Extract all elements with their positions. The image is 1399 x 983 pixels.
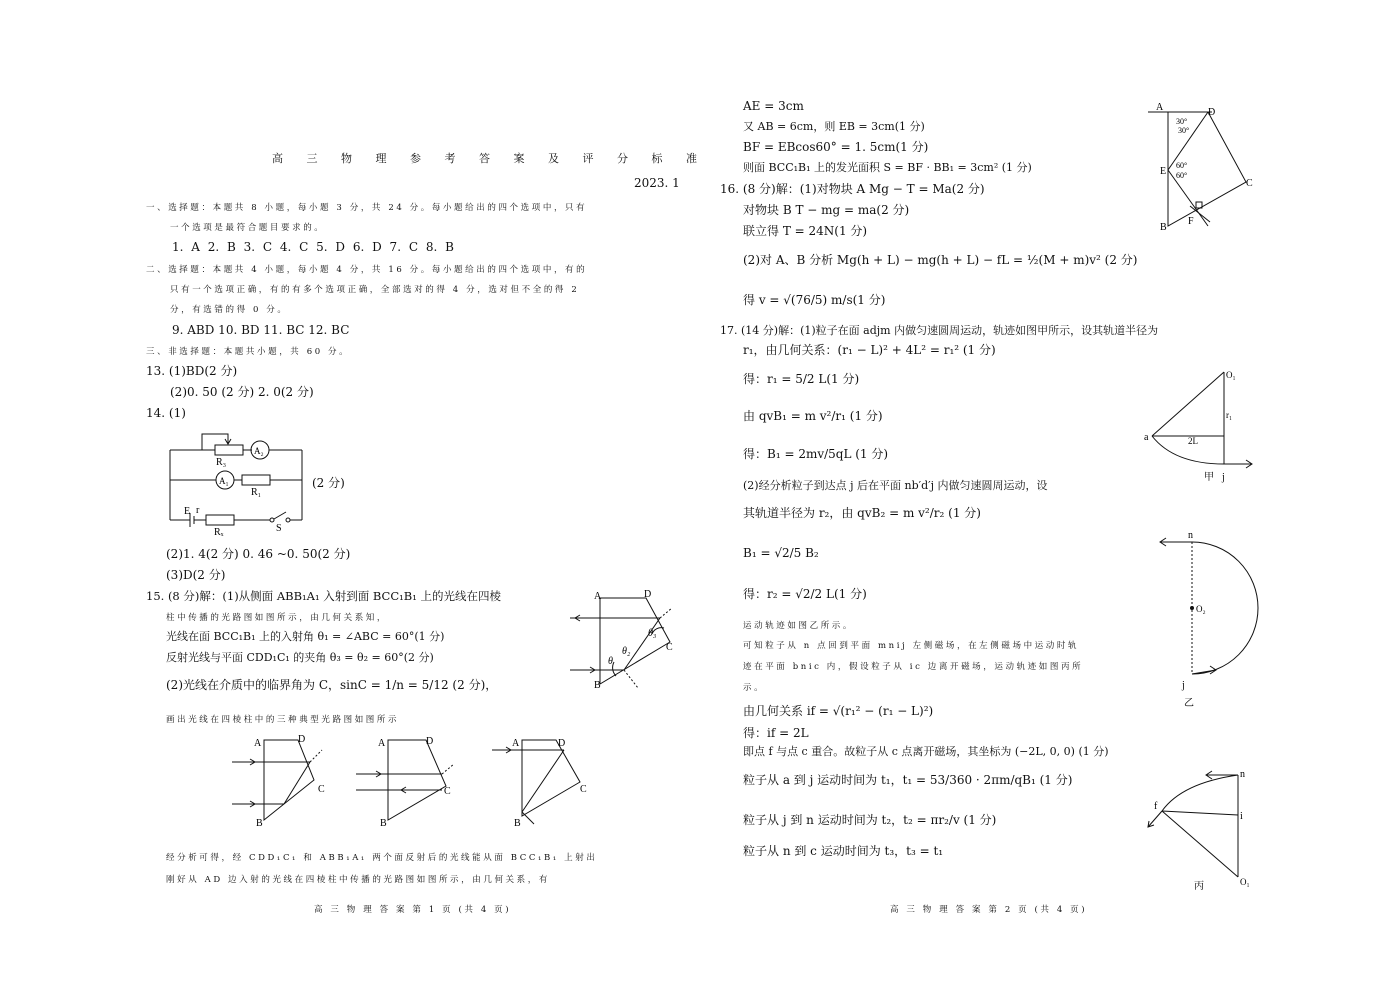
label-A: A <box>1156 102 1164 113</box>
section2-intro-line1: 二、选择题：本题共 4 小题，每小题 4 分，共 16 分。每小题给出的四个选项中，有的 <box>146 265 588 275</box>
q14-part3: (3)D(2 分) <box>166 568 226 582</box>
label-C: C <box>666 642 673 653</box>
section2-answers: 9. ABD 10. BD 11. BC 12. BC <box>172 323 350 337</box>
label-angle-60a: 60° <box>1176 161 1188 170</box>
label-angle-60b: 60° <box>1176 171 1188 180</box>
fig1-label-B: B <box>256 818 263 828</box>
q15-line4: 反射光线与平面 CDD₁C₁ 的夹角 θ₃ = θ₂ = 60°(2 分) <box>166 651 434 664</box>
q17-line12: 迹在平面 bnic 内，假设粒子从 ic 边离开磁场，运动轨迹如图丙所 <box>743 662 1084 672</box>
q17-line2: r₁，由几何关系：(r₁ − L)² + 4L² = r₁² (1 分) <box>743 343 996 357</box>
section2-intro-line3: 分，有选错的得 0 分。 <box>170 305 289 315</box>
label-A1: A₁ <box>219 476 229 486</box>
label-n: n <box>1188 532 1193 541</box>
right-page <box>700 0 1399 983</box>
label-A2: A₂ <box>254 446 264 456</box>
page-footer: 高 三 物 理 答 案 第 2 页 (共 4 页) <box>890 905 1088 915</box>
label-a: a <box>1144 432 1149 443</box>
q17-line15: 得：if = 2L <box>743 726 809 740</box>
label-O3: O₁ <box>1240 877 1250 887</box>
label-R1: R₁ <box>251 487 262 498</box>
ab-line: 又 AB = 6cm，则 EB = 3cm(1 分) <box>743 120 925 133</box>
fig3-label-B: B <box>514 818 521 828</box>
trajectory-figure-bing <box>1140 765 1258 893</box>
label-C: C <box>1246 178 1253 189</box>
area-line: 则面 BCC₁B₁ 上的发光面积 S = BF · BB₁ = 3cm² (1 分) <box>743 161 1032 174</box>
label-D: D <box>644 589 652 600</box>
q17-line3: 得：r₁ = 5/2 L(1 分) <box>743 372 860 386</box>
section2-intro-line2: 只有一个选项正确，有的有多个选项正确，全部选对的得 4 分，选对但不全的得 2 <box>170 285 580 295</box>
label-theta3: θ₃ <box>648 628 657 639</box>
fig2-label-A: A <box>378 738 386 749</box>
q13-part1: 13. (1)BD(2 分) <box>146 364 238 378</box>
fig2-label-C: C <box>444 786 451 797</box>
label-bing: 丙 <box>1194 881 1204 892</box>
q15-line5: (2)光线在介质中的临界角为 C，sinC = 1/n = 5/12 (2 分)， <box>166 678 498 692</box>
q15-line2: 柱中传播的光路图如图所示，由几何关系知， <box>166 613 389 623</box>
label-E: E <box>184 506 191 517</box>
light-path-diagrams <box>230 728 602 828</box>
q17-line18: 粒子从 j 到 n 运动时间为 t₂，t₂ = πr₂/v (1 分) <box>743 813 997 827</box>
trajectory-figure-jia <box>1144 364 1260 486</box>
circuit-diagram <box>160 425 320 540</box>
q16-line2: 对物块 B T − mg = ma(2 分) <box>743 203 910 217</box>
label-angle-30a: 30° <box>1176 117 1188 126</box>
q14-part2: (2)1. 4(2 分) 0. 46 ~0. 50(2 分) <box>166 547 351 561</box>
label-F: F <box>1188 216 1194 227</box>
fig1-label-D: D <box>298 734 306 745</box>
q17-line6: (2)经分析粒子到达点 j 后在平面 nb′d′j 内做匀速圆周运动，设 <box>743 479 1048 492</box>
q17-line8: B₁ = √2/5 B₂ <box>743 546 819 560</box>
label-R3: R₃ <box>216 457 227 468</box>
q13-part2: (2)0. 50 (2 分) 2. 0(2 分) <box>170 385 314 399</box>
label-j: j <box>1222 472 1225 483</box>
label-B: B <box>594 680 601 691</box>
label-i: i <box>1240 811 1243 822</box>
q16-line4: (2)对 A、B 分析 Mg(h + L) − mg(h + L) − fL = ½(M + m)v² (2 分) <box>743 253 1138 267</box>
section1-intro-line1: 一、选择题：本题共 8 小题，每小题 3 分，共 24 分。每小题给出的四个选项中，只有 <box>146 203 588 213</box>
label-O2: O₂ <box>1196 604 1206 614</box>
label-B: B <box>1160 222 1167 233</box>
q17-line1: 17. (14 分)解：(1)粒子在面 adjm 内做匀速圆周运动，轨迹如图甲所示，设其轨道半径为 <box>720 324 1159 337</box>
prism-reflection-diagram <box>566 586 686 691</box>
label-f: f <box>1154 801 1158 812</box>
section1-intro-line2: 一个选项是最符合题目要求的。 <box>170 223 326 233</box>
label-theta2: θ₂ <box>622 646 631 657</box>
q17-line7: 其轨道半径为 r₂，由 qvB₂ = m v²/r₂ (1 分) <box>743 506 981 520</box>
prism-area-diagram <box>1146 98 1258 234</box>
q17-line16: 即点 f 与点 c 重合。故粒子从 c 点离开磁场，其坐标为 (−2L, 0, 0) (1 分) <box>743 745 1109 758</box>
label-angle-30b: 30° <box>1178 126 1190 135</box>
fig1-label-A: A <box>254 738 262 749</box>
section3-intro: 三、非选择题：本题共小题，共 60 分。 <box>146 347 351 357</box>
label-O1: O₁ <box>1226 370 1236 380</box>
fig2-label-D: D <box>426 736 434 747</box>
fig2-label-B: B <box>380 818 387 828</box>
fig3-label-A: A <box>512 738 520 749</box>
fig3-label-D: D <box>558 738 566 749</box>
q17-line9: 得：r₂ = √2/2 L(1 分) <box>743 587 867 601</box>
label-j: j <box>1182 680 1185 691</box>
q17-line14: 由几何关系 if = √(r₁² − (r₁ − L)²) <box>743 704 934 718</box>
label-r1: r₁ <box>1226 410 1233 420</box>
page-footer: 高 三 物 理 答 案 第 1 页 (共 4 页) <box>314 905 512 915</box>
ae-line: AE = 3cm <box>743 99 804 113</box>
q17-line10: 运动轨迹如图乙所示。 <box>743 621 855 631</box>
label-r: r <box>196 505 200 516</box>
label-theta: θ <box>608 656 613 667</box>
q17-line17: 粒子从 a 到 j 运动时间为 t₁，t₁ = 53/360 · 2πm/qB₁ (1 分) <box>743 773 1073 787</box>
q16-line5: 得 v = √(76/5) m/s(1 分) <box>743 293 886 307</box>
q17-line19: 粒子从 n 到 c 运动时间为 t₃，t₃ = t₁ <box>743 844 944 858</box>
q17-line11: 可知粒子从 n 点回到平面 mnij 左侧磁场，在左侧磁场中运动时轨 <box>743 641 1080 651</box>
section1-answers: 1. A 2. B 3. C 4. C 5. D 6. D 7. C 8. B <box>172 240 454 254</box>
q14-part1-score: (2 分) <box>312 476 345 490</box>
label-E: E <box>1160 166 1167 177</box>
q16-line3: 联立得 T = 24N(1 分) <box>743 224 868 238</box>
date: 2023. 1 <box>634 176 680 190</box>
q15-line1: 15. (8 分)解：(1)从侧面 ABB₁A₁ 入射到面 BCC₁B₁ 上的光线在四棱 <box>146 589 501 603</box>
q17-line4: 由 qvB₁ = m v²/r₁ (1 分) <box>743 409 883 423</box>
label-D: D <box>1208 107 1216 118</box>
label-2L: 2L <box>1188 436 1198 446</box>
label-jia: 甲 <box>1204 472 1214 483</box>
label-Rx: Rₓ <box>214 527 224 538</box>
q15-line8: 刚好从 AD 边入射的光线在四棱柱中传播的光路图如图所示，由几何关系，有 <box>166 875 550 885</box>
page-title: 高 三 物 理 参 考 答 案 及 评 分 标 准 <box>272 152 707 165</box>
label-A: A <box>594 591 602 602</box>
label-yi: 乙 <box>1184 698 1194 709</box>
trajectory-figure-yi <box>1154 532 1260 712</box>
q17-line13: 示。 <box>743 683 766 693</box>
q15-line6: 画出光线在四棱柱中的三种典型光路图如图所示 <box>166 715 400 725</box>
q17-line5: 得：B₁ = 2mv/5qL (1 分) <box>743 447 889 461</box>
q15-line3: 光线在面 BCC₁B₁ 上的入射角 θ₁ = ∠ABC = 60°(1 分) <box>166 630 445 643</box>
fig1-label-C: C <box>318 784 325 795</box>
bf-line: BF = EBcos60° = 1. 5cm(1 分) <box>743 140 929 154</box>
q16-line1: 16. (8 分)解：(1)对物块 A Mg − T = Ma(2 分) <box>720 182 985 196</box>
label-S: S <box>276 523 282 534</box>
label-n: n <box>1240 769 1245 780</box>
q15-line7: 经分析可得，经 CDD₁C₁ 和 ABB₁A₁ 两个面反射后的光线能从面 BCC₁B₁ 上射出 <box>166 853 598 863</box>
q14-part1: 14. (1) <box>146 406 186 420</box>
fig3-label-C: C <box>580 784 587 795</box>
